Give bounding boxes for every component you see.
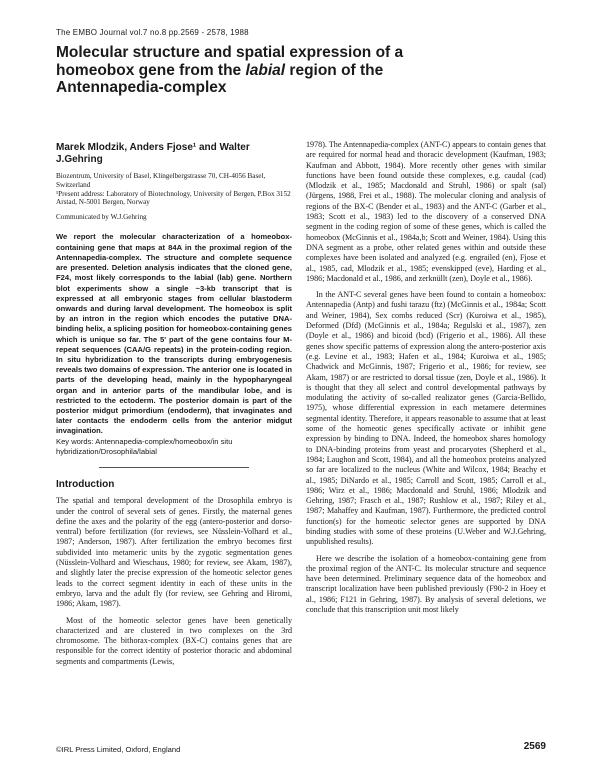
article-title [56, 44, 416, 97]
affiliation-primary: Biozentrum, University of Basel, Klingelbergstrasse 70, CH-4056 Basel, Switzerland [56, 172, 266, 189]
introduction-heading: Introduction [56, 478, 115, 490]
authors: Marek Mlodzik, Anders Fjose¹ and Walter J.Gehring [56, 142, 250, 165]
intro-paragraph-2: Most of the homeotic selector genes have been genetically characterized and are clustered in two complexes on the 3rd chromosome. The bithorax-complex (BX-C) contains genes that are responsible for the correct identity of posterior thoracic and abdominal segments and compartments (Lewis, [56, 615, 292, 666]
journal-header: The EMBO Journal vol.7 no.8 pp.2569 - 2578, 1988 [56, 28, 249, 37]
left-column [56, 140, 292, 673]
page-number: 2569 [523, 741, 546, 752]
keywords: Key words: Antennapedia-complex/homeobox/in situ hybridization/Drosophila/labial [56, 436, 233, 456]
right-column [306, 140, 546, 621]
section-divider [99, 467, 249, 468]
title-text-end: region of the Antennapedia-complex [56, 61, 384, 96]
title-italic-gene: labial [245, 61, 286, 79]
abstract: We report the molecular characterization of a homeobox-containing gene that maps at 84A in the proximal region of the Antennapedia-complex. The structure and complete sequence are presented. Deletion analysis indicates that the cloned gene, F24, most likely corresponds to the labial (lab) gene. Northern blot experiments show a single ~3-kb transcript that is expressed at all embryonic stages from cellular blastoderm onwards and during larval development. The homeobox is split by an intron in the region which encodes the putative DNA-binding helix, a splicing position for homeobox-containing genes which is unique so far. The 5' part of the gene contains four M-repeat sequences (CAA/G repeats) in the protein-coding region. In situ hybridization to the transcripts during embryogenesis reveals two domains of expression. The anterior one is located in parts of the developing head, mainly in the hypopharyngeal organ and in anterior parts of the mandibular lobe, and is restricted to the ectoderm. The posterior domain is part of the posterior midgut primordium (endoderm), that invaginates and later contacts the endoderm cells from the anterior midgut invagination. [56, 232, 292, 436]
right-paragraph-1: 1978). The Antennapedia-complex (ANT-C) appears to contain genes that are required for normal head and thoracic development (Kaufman, 1983; Kaufman and Abbott, 1984). More recently other genes with similar functions have been found outside these complexes, e.g. caudal (cad) (Mlodzik et al., 1985; Macdonald and Struhl, 1986) or spalt (sal) (Jürgens, 1988, Frei et al., 1988). The molecular cloning and analysis of regions of the BX-C (Bender et al., 1983) and the ANT-C (Garber et al., 1983; Scott et al., 1983) led to the discovery of a conserved DNA segment in the coding region of some of these genes, which is called the homeobox (McGinnis et al., 1984a,b; Scott and Weiner, 1984). Using this DNA segment as a probe, other related genes within and outside these complexes have been isolated and analyzed (e.g. engrailed (en), Fjose et al., 1985, cad, Mlodzik et al., 1985; evenskipped (eve), Harding et al., 1986; Macdonald et al., 1986, and zerknüllt (zen), Doyle et al., 1986). [306, 140, 546, 283]
publisher-footer: ©IRL Press Limited, Oxford, England [56, 745, 181, 754]
right-paragraph-2: In the ANT-C several genes have been found to contain a homeobox: Antennapedia (Antp) and fushi tarazu (ftz) (McGinnis et al., 1984a; Scott and Weiner, 1984), Sex combs reduced (Scr) (Kuroiwa et al., 1985), Deformed (Dfd) (McGinnis et al., 1984a; Regulski et al., 1987), zen (Doyle et al., 1986) and bicoid (bcd) (Frigerio et al., 1986). All these genes show specific patterns of expression along the antero-posterior axis (e.g. Levine et al., 1983; Hafen et al., 1984; Kuroiwa et al., 1985; Chadwick and McGinnis, 1987; Frigerio et al., 1986; for review, see Akam, 1987) or are restricted to dorsal tissue (zen, Doyle et al., 1986). It is thought that they all select and control developmental pathways by modulating the activity of so-called realizator genes (Garcia-Bellido, 1975), whose differential expression in each metamere determines segmental identity. Therefore, it appears reasonable to assume that at least some of the homeotic genes specifically activate or inhibit gene expression by binding to DNA. Indeed, the homeobox shares homology to DNA-binding proteins from yeast and procaryotes (Shepherd et al., 1984; Laughon and Scott, 1984), and all the homeobox proteins analyzed so far are localized to the nucleus (White and Wilcox, 1984; Beachy et al., 1985; DiNardo et al., 1985; Carroll and Scott, 1985; Carroll et al., 1986; Wirz et al., 1986; Macdonald and Struhl, 1986; Mlodzik and Gehring, 1987; Frasch et al., 1987; Rushlow et al., 1987; Riley et al., 1987; Mahaffey and Kaufman, 1987). Furthermore, the predicted control function(s) for the homeotic selector genes are supported by DNA binding studies with some of these proteins (U.Weber and W.J.Gehring, unpublished results). [306, 290, 546, 547]
communicated-by: Communicated by W.J.Gehring [56, 213, 147, 222]
affiliation-present-address: ¹Present address: Laboratory of Biotechnology, University of Bergen, P.Box 3152 Arstad, N-5001 Bergen, Norway [56, 189, 291, 207]
intro-paragraph-1: The spatial and temporal development of the Drosophila embryo is under the control of several sets of genes. Firstly, the maternal genes define the axes and the polarity of the egg (antero-posterior and dorso-ventral) before fertilization (for reviews, see Nüsslein-Volhard et al., 1987; Anderson, 1987). After fertilization the embryo becomes first subdivided into metameric units by the zygotic segmentation genes (Nüsslein-Volhard and Wieschaus, 1980; for review, see Akam, 1987), and slightly later the precise expression of the homeotic selector genes leads to the correct segment identity in each of these units in the embryo, larva and the adult fly (for review, see Gehring and Hiromi, 1986; Akam, 1987). [56, 496, 292, 609]
affiliation [56, 172, 292, 207]
right-paragraph-3: Here we describe the isolation of a homeobox-containing gene from the proximal region of the ANT-C. Its molecular structure and sequence have been determined. Preliminary sequence data of the homeobox and transcript localization have been published previously (F90-2 in Hoey et al., 1986; F121 in Gehring, 1987). By analysis of several deletions, we conclude that this transcription unit most likely [306, 553, 546, 615]
title-text-start: Molecular structure and spatial expression of a homeobox gene from the [56, 44, 404, 79]
